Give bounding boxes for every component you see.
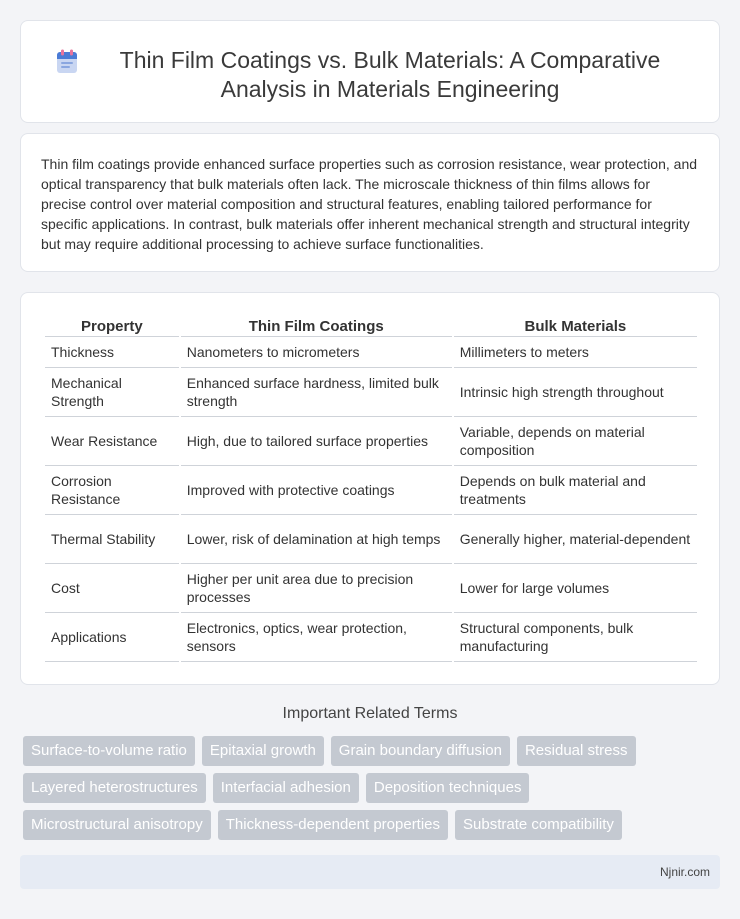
table-cell: Enhanced surface hardness, limited bulk strength	[181, 368, 452, 417]
term-tag[interactable]: Epitaxial growth	[202, 736, 324, 766]
table-cell: Corrosion Resistance	[45, 466, 179, 515]
footer	[20, 855, 720, 889]
table-row	[45, 337, 697, 368]
term-tag[interactable]: Surface-to-volume ratio	[23, 736, 195, 766]
table-cell: Improved with protective coatings	[181, 466, 452, 515]
table-cell: Generally higher, material-dependent	[454, 515, 697, 564]
table-header-property: Property	[45, 315, 179, 337]
table-cell: Cost	[45, 564, 179, 613]
table-cell: Higher per unit area due to precision processes	[181, 564, 452, 613]
table-cell: Mechanical Strength	[45, 368, 179, 417]
table-cell: Lower, risk of delamination at high temps	[181, 515, 452, 564]
table-cell: Variable, depends on material composition	[454, 417, 697, 466]
term-tag[interactable]: Interfacial adhesion	[213, 773, 359, 803]
term-tag[interactable]: Deposition techniques	[366, 773, 530, 803]
table-cell: Electronics, optics, wear protection, sensors	[181, 613, 452, 662]
footer-site-link[interactable]: Njnir.com	[659, 865, 710, 879]
term-tag[interactable]: Substrate compatibility	[455, 810, 622, 840]
term-tag[interactable]: Layered heterostructures	[23, 773, 206, 803]
table-cell: Lower for large volumes	[454, 564, 697, 613]
related-terms-list	[23, 736, 723, 840]
term-tag[interactable]: Residual stress	[517, 736, 636, 766]
table-cell: Millimeters to meters	[454, 337, 697, 368]
related-terms-heading: Important Related Terms	[282, 705, 458, 722]
table-row	[45, 613, 697, 662]
table-header-row	[45, 315, 697, 337]
intro-paragraph: Thin film coatings provide enhanced surface properties such as corrosion resistance, wear protection, and optical transparency that bulk materials often lack. The microscale thickness of thin films allows for precise control over material composition and structural features, enabling tailored performance for specific applications. In contrast, bulk materials offer inherent mechanical strength and structural integrity but may require additional processing to achieve surface functionalities.	[41, 156, 698, 252]
table-cell: High, due to tailored surface properties	[181, 417, 452, 466]
table-cell: Applications	[45, 613, 179, 662]
title-card	[20, 20, 720, 123]
comparison-table	[43, 315, 699, 662]
intro-card	[20, 133, 720, 272]
table-cell: Depends on bulk material and treatments	[454, 466, 697, 515]
table-header-bulk: Bulk Materials	[454, 315, 697, 337]
term-tag[interactable]: Grain boundary diffusion	[331, 736, 510, 766]
table-row	[45, 417, 697, 466]
table-cell: Thickness	[45, 337, 179, 368]
table-row	[45, 466, 697, 515]
table-cell: Structural components, bulk manufacturing	[454, 613, 697, 662]
table-row	[45, 515, 697, 564]
term-tag[interactable]: Microstructural anisotropy	[23, 810, 211, 840]
table-cell: Intrinsic high strength throughout	[454, 368, 697, 417]
table-cell: Thermal Stability	[45, 515, 179, 564]
document-icon	[55, 49, 79, 75]
table-cell: Wear Resistance	[45, 417, 179, 466]
term-tag[interactable]: Thickness-dependent properties	[218, 810, 448, 840]
table-row	[45, 564, 697, 613]
comparison-table-card	[20, 292, 720, 685]
table-header-thin-film: Thin Film Coatings	[181, 315, 452, 337]
table-row	[45, 368, 697, 417]
page-title: Thin Film Coatings vs. Bulk Materials: A Comparative Analysis in Materials Engineering	[119, 47, 661, 102]
table-cell: Nanometers to micrometers	[181, 337, 452, 368]
